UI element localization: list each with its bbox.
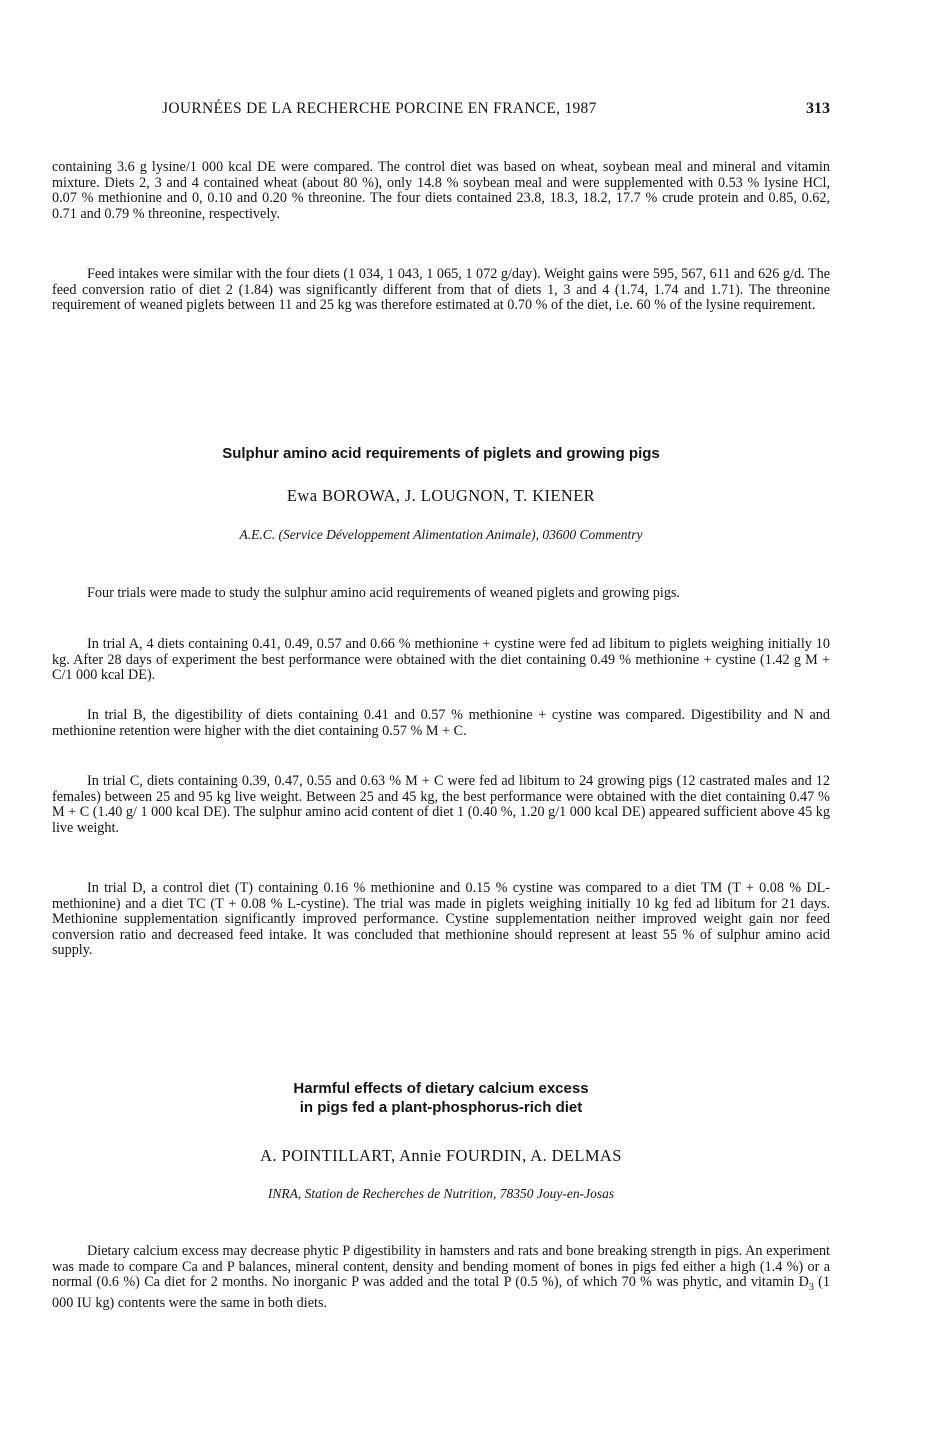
article-1-paragraph: In trial D, a control diet (T) containing 0.16 % methionine and 0.15 % cystine was compared to a diet TM (T + 0.08 % DL-methionine) and a diet TC (T + 0.08 % L-cystine). The trial was made in piglets weighing initially 10 kg fed ad libitum for 21 days. Methionine supplementation significantly improved performance. Cystine supplementation neither improved weight gain nor feed conversion ratio and decreased feed intake. It was concluded that methionine should represent at least 55 % of sulphur amino acid supply. xyxy=(52,880,830,959)
article-1-authors: Ewa BOROWA, J. LOUGNON, T. KIENER xyxy=(286,486,596,505)
article-1-paragraph: In trial A, 4 diets containing 0.41, 0.49, 0.57 and 0.66 % methionine + cystine were fed ad libitum to piglets weighing initially 10 kg. After 28 days of experiment the best performance were obtained with the diet containing 0.49 % methionine + cystine (1.42 g M + C/1 000 kcal DE). xyxy=(52,636,830,684)
journal-title: JOURNÉES DE LA RECHERCHE PORCINE EN FRANCE, 1987 xyxy=(162,100,597,117)
subscript: 3 xyxy=(808,1282,814,1294)
article-2-text: Dietary calcium excess may decrease phytic P digestibility in hamsters and rats and bone breaking strength in pigs. An experiment was made to compare Ca and P balances, mineral content, density and bending moment of bones in pigs fed either a high (1.4 %) or a normal (0.6 %) Ca diet for 2 months. No inorganic P was added and the total P (0.5 %), of which 70 % was phytic, and vitamin D xyxy=(52,1243,830,1291)
running-header xyxy=(52,100,830,120)
article-1-paragraph: Four trials were made to study the sulphur amino acid requirements of weaned piglets and growing pigs. xyxy=(87,585,680,601)
article-2-affiliation: INRA, Station de Recherches de Nutrition, 78350 Jouy-en-Josas xyxy=(267,1186,615,1201)
prev-article-paragraph-2: Feed intakes were similar with the four diets (1 034, 1 043, 1 065, 1 072 g/day). Weight gains were 595, 567, 611 and 626 g/d. The feed conversion ratio of diet 2 (1.84) was significantly different from that of diets 1, 3 and 4 (1.74, 1.74 and 1.71). The threonine requirement of weaned piglets between 11 and 25 kg was therefore estimated at 0.70 % of the diet, i.e. 60 % of the lysine requirement. xyxy=(52,266,830,314)
article-2-title-line-2: in pigs fed a plant-phosphorus-rich diet xyxy=(299,1099,583,1116)
page-number: 313 xyxy=(806,100,830,117)
article-1-affiliation: A.E.C. (Service Développement Alimentation Animale), 03600 Commentry xyxy=(239,527,643,542)
article-2-authors: A. POINTILLART, Annie FOURDIN, A. DELMAS xyxy=(260,1146,622,1165)
article-1-title: Sulphur amino acid requirements of piglets and growing pigs xyxy=(222,445,660,462)
article-1-paragraph: In trial B, the digestibility of diets containing 0.41 and 0.57 % methionine + cystine was compared. Digestibility and N and methionine retention were higher with the diet containing 0.57 % M + C. xyxy=(52,707,830,739)
article-2-title-line-1: Harmful effects of dietary calcium excess xyxy=(293,1080,589,1097)
article-2-title xyxy=(52,1079,830,1117)
article-1-paragraph: In trial C, diets containing 0.39, 0.47, 0.55 and 0.63 % M + C were fed ad libitum to 24 growing pigs (12 castrated males and 12 females) between 25 and 95 kg live weight. Between 25 and 45 kg, the best performance were obtained with the diet containing 0.47 % M + C (1.40 g/ 1 000 kcal DE). The sulphur amino acid content of diet 1 (0.40 %, 1.20 g/1 000 kcal DE) appeared sufficient above 45 kg live weight. xyxy=(52,773,830,836)
article-2-paragraph-1 xyxy=(52,1244,830,1311)
article-2-text-tail: (1 000 IU kg) contents were the same in both diets. xyxy=(52,1274,830,1311)
prev-article-paragraph-1: containing 3.6 g lysine/1 000 kcal DE were compared. The control diet was based on wheat, soybean meal and mineral and vitamin mixture. Diets 2, 3 and 4 contained wheat (about 80 %), only 14.8 % soybean meal and were supplemented with 0.53 % lysine HCl, 0.07 % methionine and 0, 0.10 and 0.20 % threonine. The four diets contained 23.8, 18.3, 18.2, 17.7 % crude protein and 0.85, 0.62, 0.71 and 0.79 % threonine, respectively. xyxy=(52,159,830,222)
